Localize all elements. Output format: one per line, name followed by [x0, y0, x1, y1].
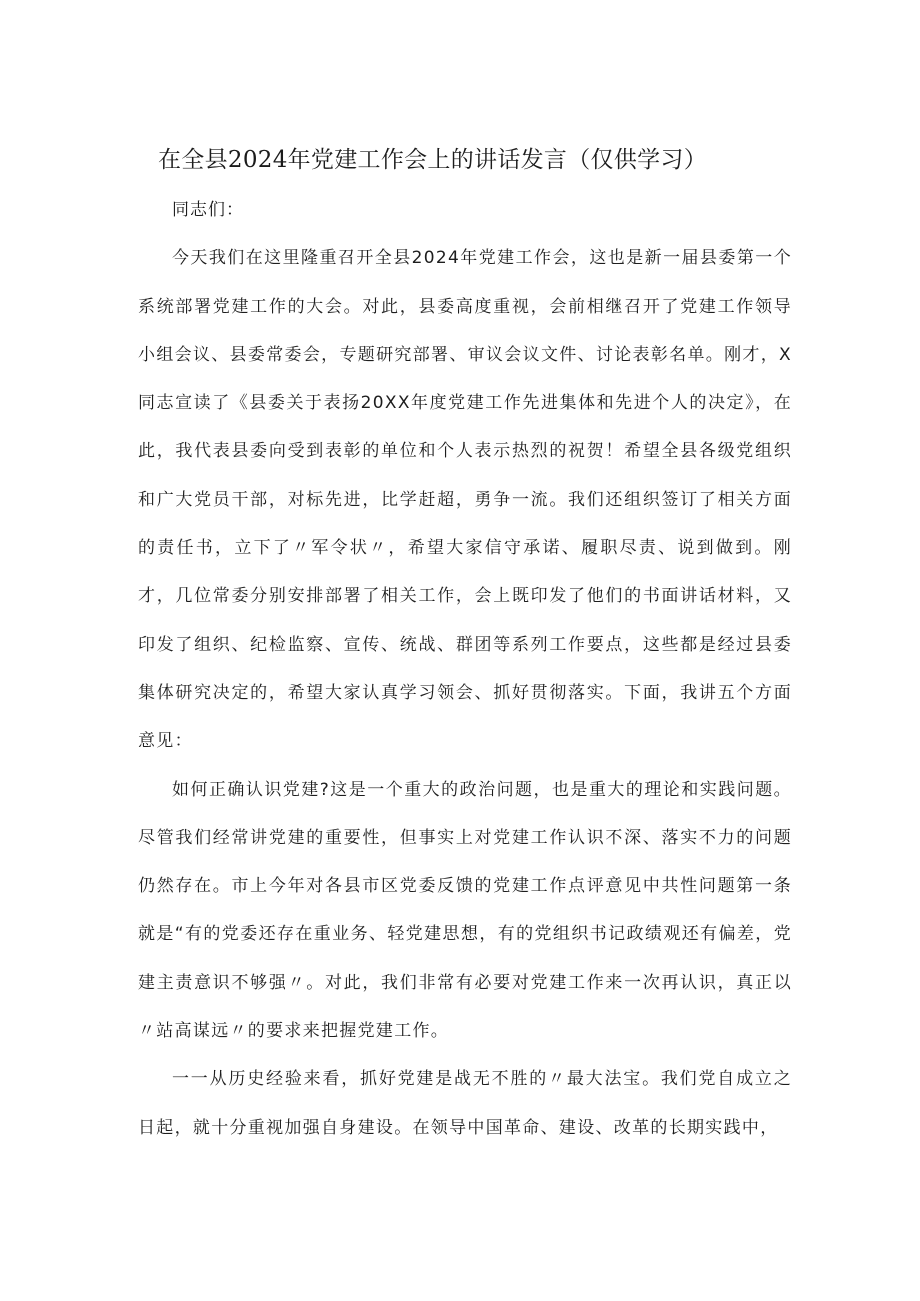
document-body	[138, 186, 792, 1152]
body-paragraph-1: 今天我们在这里隆重召开全县2024年党建工作会，这也是新一届县委第一个系统部署党建工作的大会。对此，县委高度重视，会前相继召开了党建工作领导小组会议、县委常委会，专题研究部署、审议会议文件、讨论表彰名单。刚才，X同志宣读了《县委关于表扬20XX年度党建工作先进集体和先进个人的决定》，在此，我代表县委向受到表彰的单位和个人表示热烈的祝贺！希望全县各级党组织和广大党员干部，对标先进，比学赶超，勇争一流。我们还组织签订了相关方面的责任书，立下了〃军令状〃，希望大家信守承诺、履职尽责、说到做到。刚才，几位常委分别安排部署了相关工作，会上既印发了他们的书面讲话材料，又印发了组织、纪检监察、宣传、统战、群团等系列工作要点，这些都是经过县委集体研究决定的，希望大家认真学习领会、抓好贯彻落实。下面，我讲五个方面意见：	[138, 248, 792, 752]
body-paragraph-2: 如何正确认识党建?这是一个重大的政治问题，也是重大的理论和实践问题。尽管我们经常讲党建的重要性，但事实上对党建工作认识不深、落实不力的问题仍然存在。市上今年对各县市区党委反馈的党建工作点评意见中共性问题第一条就是“有的党委还存在重业务、轻党建思想，有的党组织书记政绩观还有偏差，党建主责意识不够强〃。对此，我们非常有必要对党建工作来一次再认识，真正以〃站高谋远〃的要求来把握党建工作。	[138, 779, 792, 1042]
body-paragraph-3: 一一从历史经验来看，抓好党建是战无不胜的〃最大法宝。我们党自成立之日起，就十分重视加强自身建设。在领导中国革命、建设、改革的长期实践中，	[138, 1069, 792, 1138]
document-title: 在全县2024年党建工作会上的讲话发言（仅供学习）	[158, 147, 708, 173]
salutation-paragraph: 同志们：	[172, 200, 244, 220]
